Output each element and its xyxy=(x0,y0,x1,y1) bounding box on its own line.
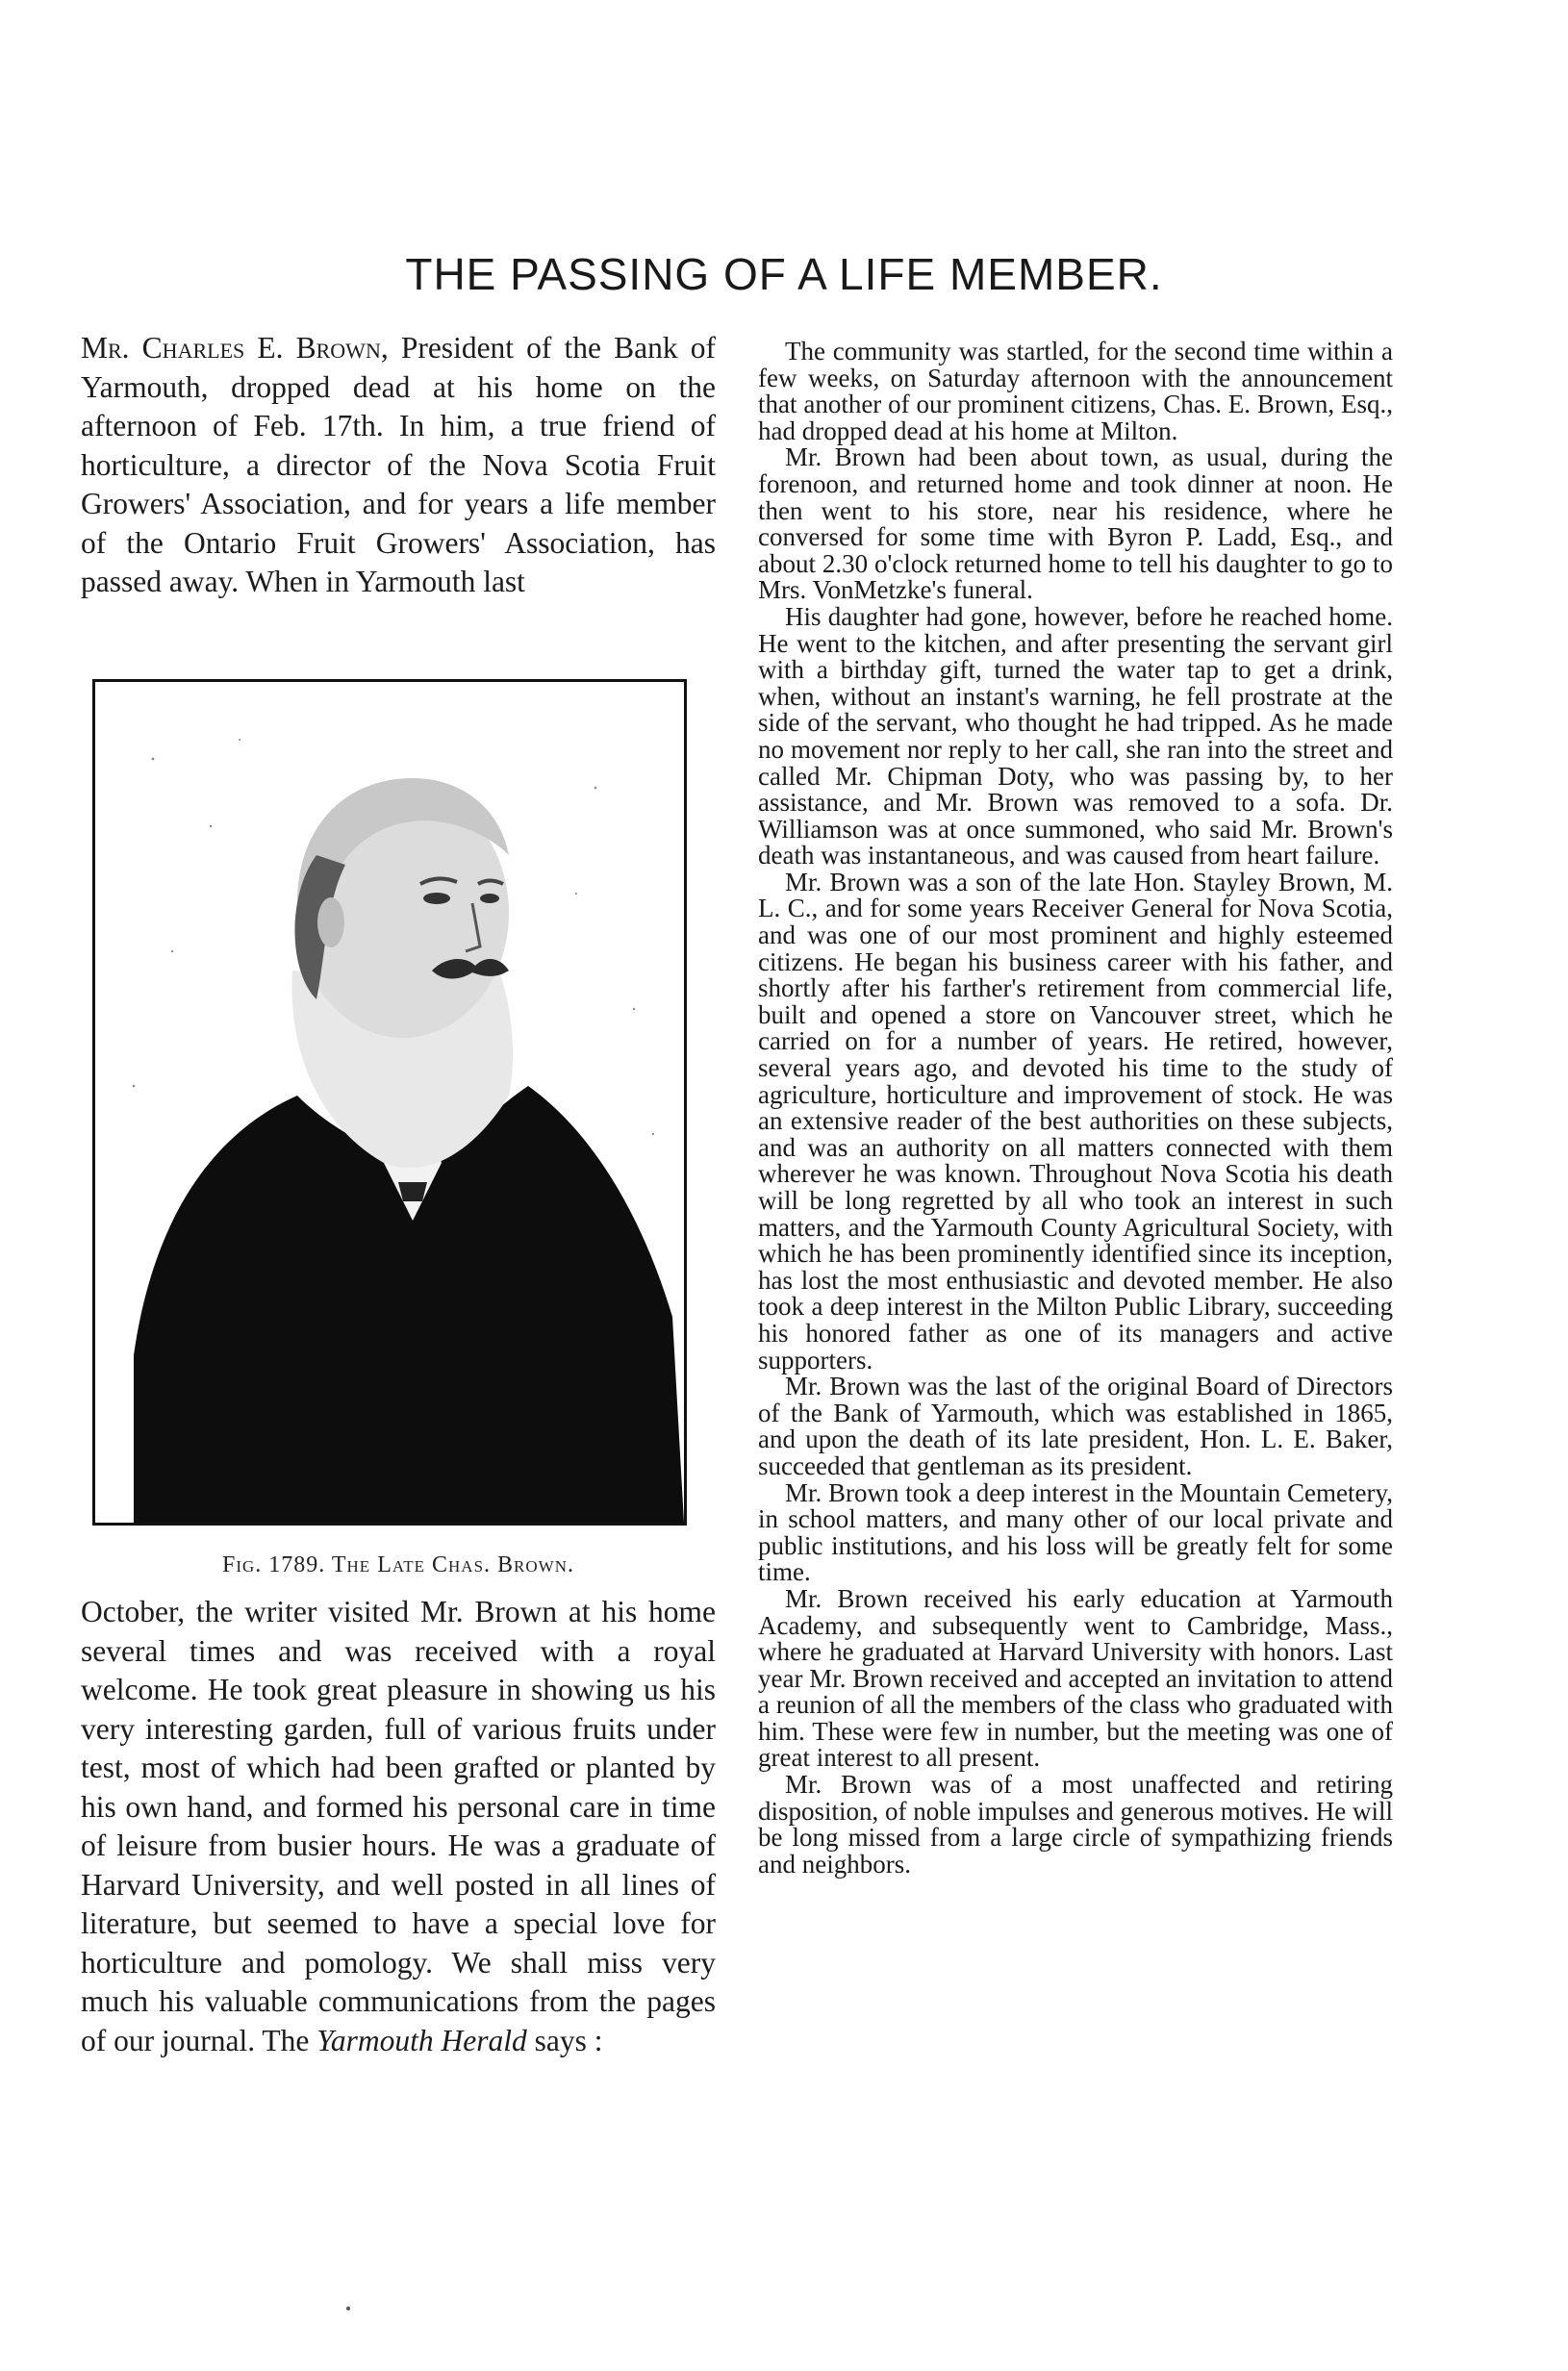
page-title: THE PASSING OF A LIFE MEMBER. xyxy=(405,249,1163,299)
paragraph-5: Mr. Brown was the last of the original Board of Directors of the Bank of Yarmouth, which was established in 1865, and upon the death of its late president, Hon. L. E. Baker, succeeded that gentleman as its president. xyxy=(758,1372,1393,1480)
paragraph-1: The community was startled, for the second time within a few weeks, on Saturday afternoon with the announcement that another of our prominent citizens, Chas. E. Brown, Esq., had dropped dead at his home at Milton. xyxy=(758,337,1393,445)
page-speck xyxy=(346,2307,350,2310)
portrait-photo xyxy=(92,679,687,1526)
portrait-illustration xyxy=(95,682,684,1523)
paragraph-4: Mr. Brown was a son of the late Hon. Stayley Brown, M. L. C., and for some years Receiver General for Nova Scotia, and was one of our most prominent and highly esteemed citizens. He began his business career with his father, and shortly after his farther's retirement from commercial life, built and opened a store on Vancouver street, which he carried on for a number of years. He retired, however, several years ago, and devoted his time to the study of agriculture, horticulture and improvement of stock. He was an extensive reader of the best authorities on these subjects, and was an authority on all matters connected with them wherever he was known. Throughout Nova Scotia his death will be long regretted by all who took an interest in such matters, and the Yarmouth County Agricultural Society, with which he has been prominently identified since its inception, has lost the most enthusiastic and devoted member. He also took a deep interest in the Milton Public Library, succeeding his honored father as one of its managers and active supporters. xyxy=(758,867,1393,1375)
paragraph-6: Mr. Brown took a deep interest in the Mountain Cemetery, in school matters, and many other of our local private and public institutions, and his loss will be greatly felt for some time. xyxy=(758,1477,1393,1587)
paragraph-7: Mr. Brown received his early education at Yarmouth Academy, and subsequently went to Cambridge, Mass., where he graduated at Harvard University with honors. Last year Mr. Brown received and accepted an invitation to attend a reunion of all the members of the class who graduated with him. These were few in number, but the meeting was one of great interest to all present. xyxy=(758,1583,1393,1773)
intro-name: Mr. Charles E. Brown xyxy=(81,331,381,365)
paragraph-8: Mr. Brown was of a most unaffected and retiring disposition, of noble impulses and generous motives. He will be long missed from a large circle of sympathizing friends and neighbors. xyxy=(758,1770,1393,1879)
figure-caption: Fig. 1789. The Late Chas. Brown. xyxy=(222,1552,574,1577)
closing-text: says : xyxy=(526,2023,603,2057)
herald-name: Yarmouth Herald xyxy=(316,2023,527,2057)
paragraph-3: His daughter had gone, however, before he reached home. He went to the kitchen, and after presenting the servant girl with a birthday gift, turned the water tap to get a drink, when, without an instant's warning, he fell prostrate at the side of the servant, who thought he had tripped. As he made no movement nor reply to her call, she ran into the street and called Mr. Chipman Doty, who was passing by, to her assistance, and Mr. Brown was removed to a sofa. Dr. Williamson was at once summoned, who said Mr. Brown's death was instantaneous, and was caused from heart failure. xyxy=(758,601,1393,870)
left-column-intro xyxy=(81,329,716,602)
paragraph-2: Mr. Brown had been about town, as usual, during the forenoon, and returned home and took dinner at noon. He then went to his store, near his residence, where he conversed for some time with Byron P. Ladd, Esq., and about 2.30 o'clock returned home to tell his daughter to go to Mrs. VonMetzke's funeral. xyxy=(758,442,1393,605)
right-column xyxy=(758,339,1393,1878)
intro-text: , President of the Bank of Yarmouth, dropped dead at his home on the afternoon of Feb. 17th. In him, a true friend of horticulture, a director of the Nova Scotia Fruit Growers' Association, and for years a life member of the Ontario Fruit Growers' Association, has passed away. When in Yarmouth last xyxy=(81,331,716,598)
left-column-continued xyxy=(81,1593,716,2060)
continued-text: October, the writer visited Mr. Brown at his home several times and was received with a royal welcome. He took great pleasure in showing us his very interesting garden, full of various fruits under test, most of which had been grafted or planted by his own hand, and formed his personal care in time of leisure from busier hours. He was a graduate of Harvard University, and well posted in all lines of literature, but seemed to have a special love for horticulture and pomology. We shall miss very much his valuable communications from the pages of our journal. The xyxy=(81,1595,716,2057)
